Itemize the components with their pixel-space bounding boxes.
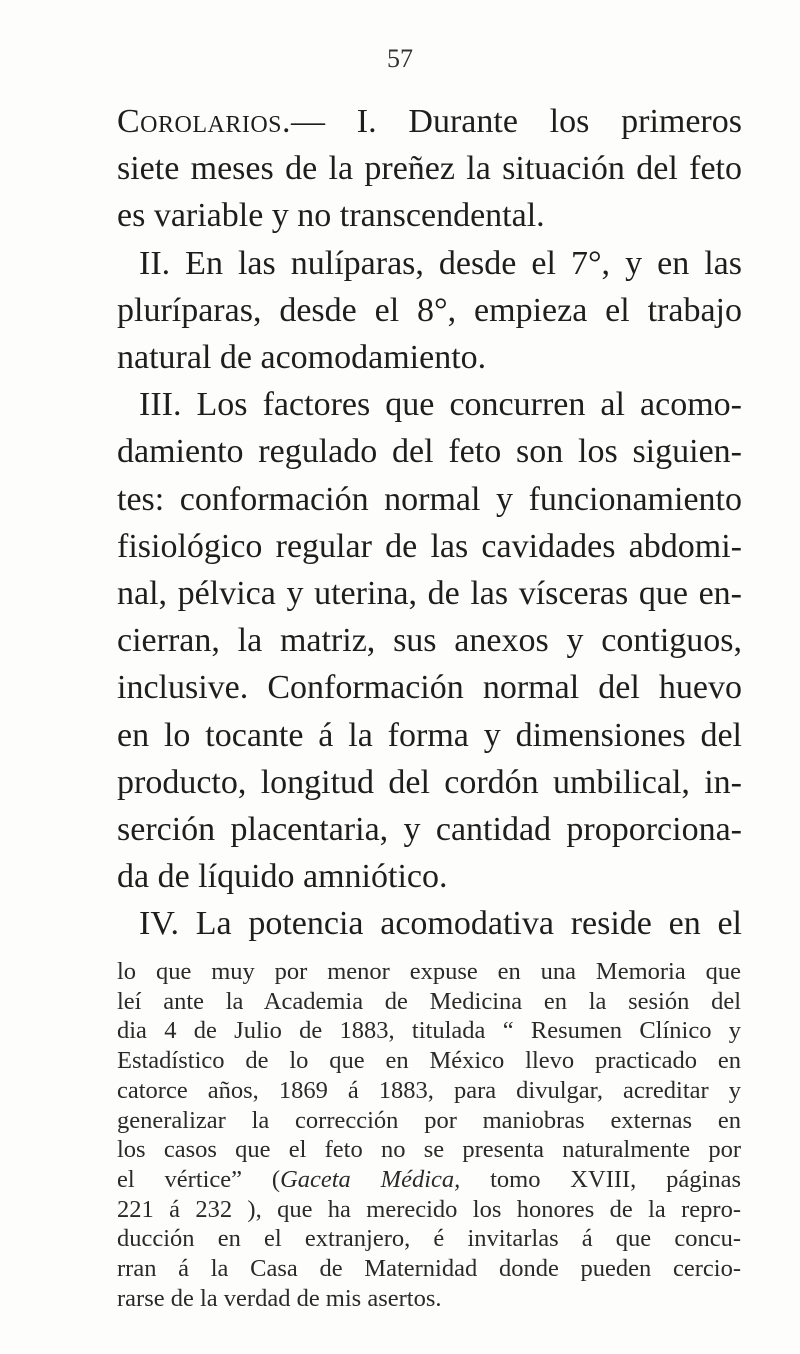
text-line: producto, longitud del cordón umbilical, in- <box>117 763 742 801</box>
footnote-line: Estadístico de lo que en México llevo practicado en <box>117 1047 741 1075</box>
text-line: damiento regulado del feto son los siguien- <box>117 433 742 471</box>
footnote-block <box>117 957 741 1313</box>
text-line: cierran, la matriz, sus anexos y contiguos, <box>117 622 742 660</box>
text-line: nal, pélvica y uterina, de las vísceras que en- <box>117 575 742 613</box>
footnote-text: el vértice” ( <box>117 1165 281 1193</box>
text-line-rest: — I. Durante los primeros <box>291 103 742 140</box>
footnote-text: tomo XVIII, páginas <box>460 1165 741 1193</box>
footnote-line: los casos que el feto no se presenta naturalmente por <box>117 1136 741 1164</box>
footnote-line: lo que muy por menor expuse en una Memoria que <box>117 958 741 985</box>
footnote-line: leí ante la Academia de Medicina en la sesión del <box>117 987 741 1015</box>
footnote-line: 221 á 232 ), que ha merecido los honores de la repro- <box>117 1195 741 1223</box>
text-line: III. Los factores que concurren al acomo- <box>139 386 742 424</box>
main-text-block <box>117 98 742 948</box>
text-line: inclusive. Conformación normal del huevo <box>117 669 742 707</box>
text-line <box>117 98 742 145</box>
text-line: siete meses de la preñez la situación del feto <box>117 150 742 188</box>
text-line: es variable y no transcendental. <box>117 197 545 235</box>
text-line: IV. La potencia acomodativa reside en el <box>139 905 742 943</box>
footnote-line: catorce años, 1869 á 1883, para divulgar, acreditar y <box>117 1076 741 1104</box>
text-line: da de líquido amniótico. <box>117 858 448 896</box>
footnote-line: dia 4 de Julio de 1883, titulada “ Resumen Clínico y <box>117 1017 741 1045</box>
text-line: fisiológico regular de las cavidades abdomi- <box>117 527 742 565</box>
text-line: pluríparas, desde el 8°, empieza el trabajo <box>117 291 742 329</box>
text-line: serción placentaria, y cantidad proporciona- <box>117 811 742 849</box>
journal-title: Gaceta Médica, <box>280 1165 461 1193</box>
footnote-line: generalizar la corrección por maniobras externas en <box>117 1106 741 1134</box>
text-line: natural de acomodamiento. <box>117 339 487 377</box>
text-line: en lo tocante á la forma y dimensiones del <box>117 716 742 754</box>
section-heading: Corolarios. <box>117 103 292 140</box>
page-number: 57 <box>387 44 413 73</box>
footnote-line: rran á la Casa de Maternidad donde pueden cercio- <box>117 1255 741 1283</box>
footnote-line: rarse de la verdad de mis asertos. <box>117 1284 442 1312</box>
footnote-line <box>117 1165 741 1195</box>
text-line: tes: conformación normal y funcionamiento <box>117 480 742 518</box>
footnote-line: ducción en el extranjero, é invitarlas á que concu- <box>117 1225 741 1253</box>
text-line: II. En las nulíparas, desde el 7°, y en las <box>139 244 742 282</box>
